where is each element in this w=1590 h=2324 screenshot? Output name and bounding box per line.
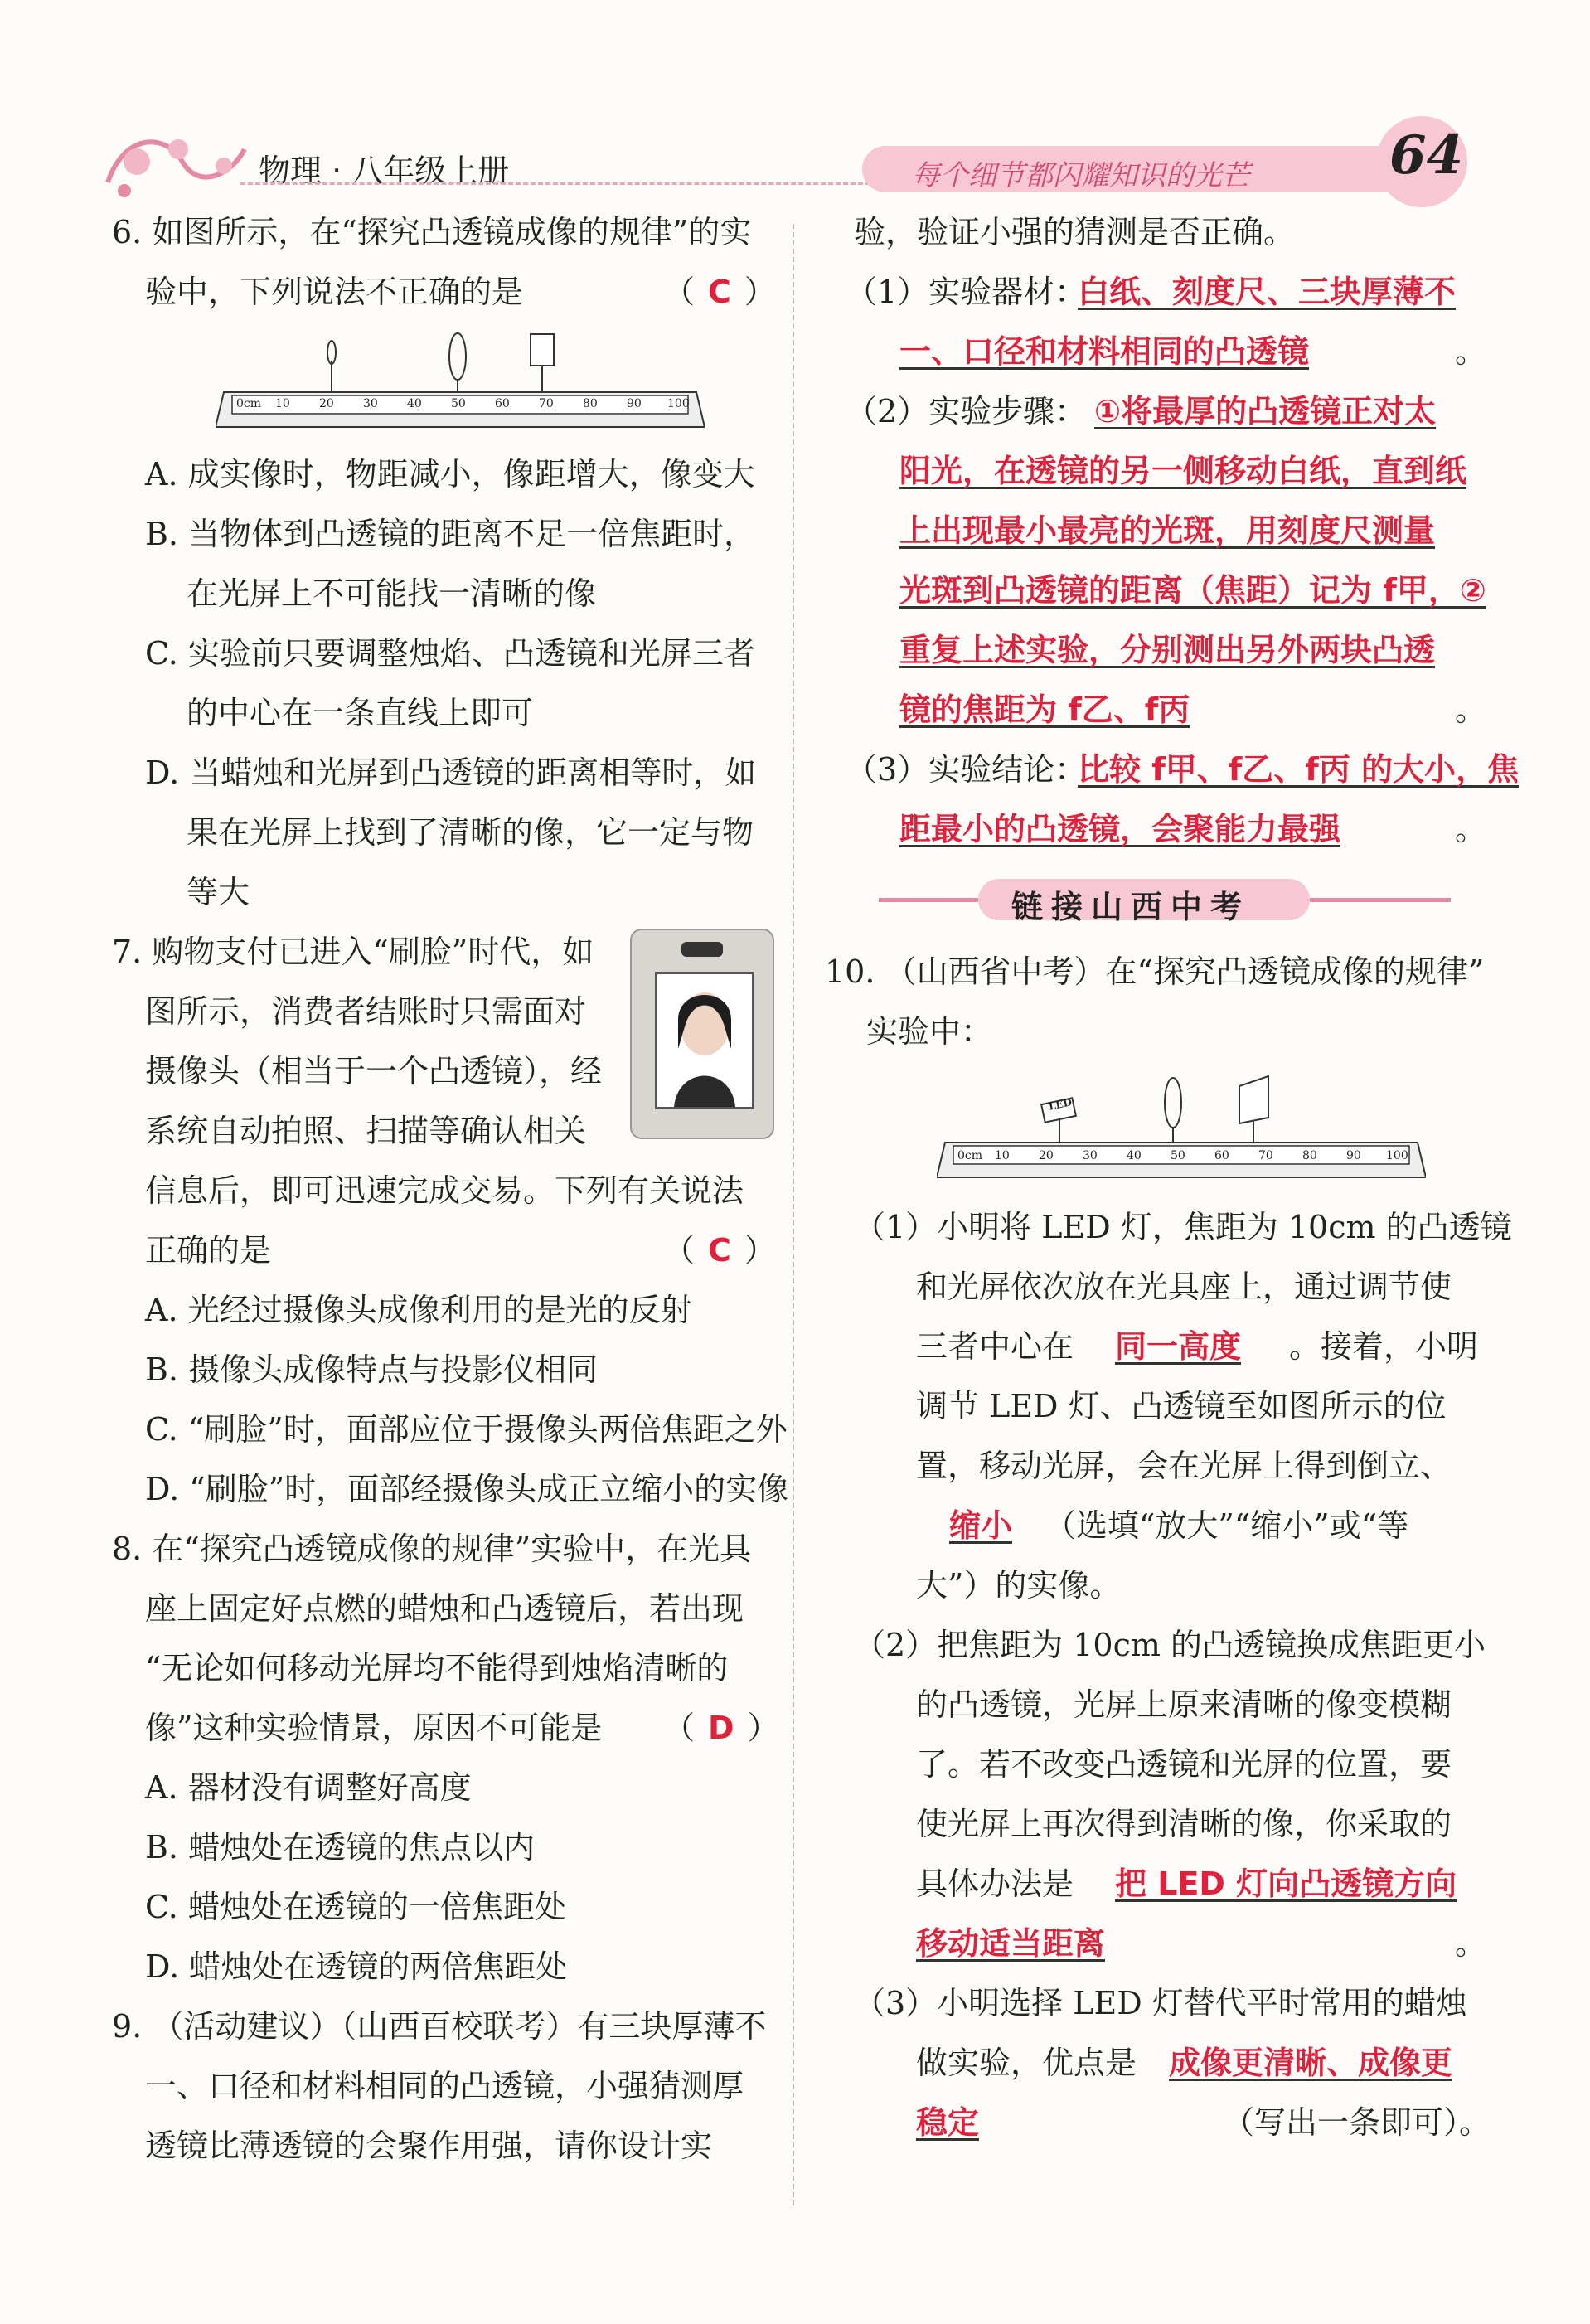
q8-option-b: B. 蜡烛处在透镜的焦点以内	[145, 1829, 536, 1866]
q10-ruler-zero-label: 0cm	[957, 1149, 983, 1162]
q8-answer: D	[708, 1710, 734, 1746]
q8-answer-bracket: （ D ）	[663, 1710, 779, 1746]
q6-option-d-cont1: 果在光屏上找到了清晰的像，它一定与物	[187, 814, 754, 851]
q8-line: 座上固定好点燃的蜡烛和凸透镜后，若出现	[145, 1590, 744, 1627]
q10-p2-line: 的凸透镜，光屏上原来清晰的像变模糊	[916, 1686, 1452, 1723]
q9-p1-answer-2: 一、口径和材料相同的凸透镜	[899, 333, 1310, 370]
q10-p1-line: （1）小明将 LED 灯，焦距为 10cm 的凸透镜	[854, 1209, 1512, 1245]
ruler-tick: 50	[1171, 1149, 1185, 1162]
ruler-tick: 70	[539, 397, 554, 410]
q10-p2-answer-2: 移动适当距离	[916, 1925, 1106, 1962]
q8-line: 像”这种实验情景，原因不可能是	[145, 1710, 603, 1746]
q8-option-a: A. 器材没有调整好高度	[145, 1769, 472, 1806]
q10-p1-line: 置，移动光屏，会在光屏上得到倒立、	[916, 1448, 1452, 1484]
q6-line2: 验中，下列说法不正确的是	[145, 274, 524, 310]
led-label: LED	[1047, 1096, 1074, 1113]
ruler-tick: 10	[995, 1149, 1010, 1162]
ruler-tick: 40	[407, 397, 422, 410]
floral-ornament-icon	[99, 116, 257, 207]
q6-option-c-cont: 的中心在一条直线上即可	[187, 695, 534, 731]
q9-p3-label: （3）实验结论：	[846, 751, 1087, 788]
q10-p1-line: 和光屏依次放在光具座上，通过调节使	[916, 1269, 1452, 1305]
q7-option-b: B. 摄像头成像特点与投影仪相同	[145, 1351, 599, 1388]
q10-p3-answer-2: 稳定	[916, 2104, 980, 2141]
q10-p1-post: 。接着，小明	[1289, 1328, 1479, 1365]
ruler-tick: 20	[1039, 1149, 1054, 1162]
column-divider	[793, 224, 794, 2205]
q10-p2-period: 。	[1455, 1925, 1487, 1962]
q9-p3-answer-1: 比较 f甲、f乙、f丙 的大小，焦	[1078, 751, 1520, 788]
q6-option-b: B. 当物体到凸透镜的距离不足一倍焦距时，	[145, 516, 756, 552]
screen-frame	[655, 972, 754, 1109]
q6-line1: 6. 如图所示，在“探究凸透镜成像的规律”的实	[112, 214, 752, 250]
q10-p1-line: 调节 LED 灯、凸透镜至如图所示的位	[916, 1388, 1447, 1424]
q9-p2-label: （2）实验步骤：	[846, 393, 1087, 429]
optical-bench-figure	[216, 327, 705, 444]
q7-answer: C	[708, 1232, 731, 1269]
ruler-tick: 90	[1346, 1149, 1361, 1162]
q6-option-a: A. 成实像时，物距减小，像距增大，像变大	[145, 456, 755, 492]
q10-p3-tail: （写出一条即可）。	[1223, 2104, 1491, 2141]
q9-p3-period: 。	[1455, 811, 1487, 847]
q10-p1-answer-2: 缩小	[949, 1507, 1013, 1544]
ruler-tick: 30	[1083, 1149, 1098, 1162]
q9-p1-period: 。	[1455, 333, 1487, 370]
face-scan-device-image	[630, 929, 774, 1139]
q7-line: 系统自动拍照、扫描等确认相关	[145, 1113, 587, 1149]
q9-p2-answer-3: 上出现最小最亮的光斑，用刻度尺测量	[899, 512, 1436, 549]
q7-line: 7. 购物支付已进入“刷脸”时代，如	[112, 934, 594, 970]
q6-answer: C	[708, 274, 731, 310]
q7-answer-bracket: （ C ）	[663, 1232, 776, 1269]
q9-p1-label: （1）实验器材：	[846, 274, 1087, 310]
ruler-tick: 60	[1214, 1149, 1229, 1162]
q7-line: 正确的是	[145, 1232, 272, 1269]
q7-line: 摄像头（相当于一个凸透镜），经	[145, 1053, 603, 1089]
q9-p2-answer-6: 镜的焦距为 f乙、f丙	[899, 691, 1190, 728]
q6-answer-bracket: （ C ）	[663, 274, 776, 310]
q10-p3-answer-1: 成像更清晰、成像更	[1169, 2045, 1453, 2081]
q9-p1-answer-1: 白纸、刻度尺、三块厚薄不	[1078, 274, 1457, 310]
ruler-tick: 80	[1302, 1149, 1317, 1162]
q9-p3-answer-2: 距最小的凸透镜，会聚能力最强	[899, 811, 1341, 847]
q10-line: 10. （山西省中考）在“探究凸透镜成像的规律”	[825, 953, 1485, 990]
face-portrait-icon	[657, 974, 752, 1107]
q9-p2-answer-1: ①将最厚的凸透镜正对太	[1094, 393, 1437, 429]
q10-p2-answer-1: 把 LED 灯向凸透镜方向	[1115, 1866, 1457, 1902]
slogan-text: 每个细节都闪耀知识的光芒	[912, 159, 1250, 192]
q7-line: 图所示，消费者结账时只需面对	[145, 993, 587, 1030]
q9-line: 9. （活动建议）（山西百校联考）有三块厚薄不	[112, 2008, 767, 2045]
q10-line: 实验中：	[866, 1013, 993, 1050]
ruler-tick: 40	[1127, 1149, 1142, 1162]
section-rule-left	[879, 898, 978, 902]
section-title: 链接山西中考	[1011, 889, 1251, 925]
ruler-tick: 100	[667, 397, 690, 410]
ruler-tick: 20	[319, 397, 334, 410]
ruler-tick: 50	[451, 397, 466, 410]
q10-p3-line: （3）小明选择 LED 灯替代平时常用的蜡烛	[854, 1985, 1467, 2021]
q6-option-b-cont: 在光屏上不可能找一清晰的像	[187, 575, 597, 612]
q10-p2-line: （2）把焦距为 10cm 的凸透镜换成焦距更小	[854, 1627, 1486, 1663]
q10-p1-pre: 三者中心在	[916, 1328, 1074, 1365]
q6-ruler-zero-label: 0cm	[236, 397, 262, 410]
ruler-tick: 10	[275, 397, 290, 410]
q7-option-c: C. “刷脸”时，面部应位于摄像头两倍焦距之外	[145, 1411, 788, 1448]
q10-p1-end: 大”）的实像。	[916, 1567, 1122, 1604]
q6-option-d-cont2: 等大	[187, 874, 250, 910]
q8-line: 8. 在“探究凸透镜成像的规律”实验中，在光具	[112, 1531, 752, 1567]
ruler-tick: 100	[1386, 1149, 1408, 1162]
q9-p2-answer-2: 阳光，在透镜的另一侧移动白纸，直到纸	[899, 453, 1467, 489]
q7-option-a: A. 光经过摄像头成像利用的是光的反射	[145, 1292, 692, 1328]
q6-option-d: D. 当蜡烛和光屏到凸透镜的距离相等时，如	[145, 754, 757, 791]
q8-line: “无论如何移动光屏均不能得到烛焰清晰的	[145, 1650, 729, 1686]
ruler-tick: 60	[495, 397, 510, 410]
q10-p2-line: 了。若不改变凸透镜和光屏的位置，要	[916, 1746, 1452, 1783]
q9-line: 一、口径和材料相同的凸透镜，小强猜测厚	[145, 2068, 744, 2104]
q9-p2-answer-4: 光斑到凸透镜的距离（焦距）记为 f甲，②	[899, 572, 1486, 609]
q6-option-c: C. 实验前只要调整烛焰、凸透镜和光屏三者	[145, 635, 755, 672]
q9-line: 透镜比薄透镜的会聚作用强，请你设计实	[145, 2128, 713, 2164]
camera-icon	[681, 942, 723, 957]
ruler-tick: 90	[627, 397, 642, 410]
q10-p3-pre: 做实验，优点是	[916, 2045, 1137, 2081]
ruler-tick: 30	[363, 397, 378, 410]
q10-p2-pre: 具体办法是	[916, 1866, 1074, 1902]
q8-option-c: C. 蜡烛处在透镜的一倍焦距处	[145, 1889, 566, 1925]
q7-line: 信息后，即可迅速完成交易。下列有关说法	[145, 1172, 744, 1209]
ruler-tick: 70	[1258, 1149, 1273, 1162]
q10-p1-tail: （选填“放大”“缩小”或“等	[1045, 1507, 1409, 1544]
q8-option-d: D. 蜡烛处在透镜的两倍焦距处	[145, 1948, 568, 1985]
book-title: 物理 · 八年级上册	[259, 153, 510, 189]
q10-p1-answer-1: 同一高度	[1115, 1328, 1242, 1365]
page-number: 64	[1389, 124, 1464, 187]
section-rule-right	[1310, 898, 1451, 902]
q10-p2-line: 使光屏上再次得到清晰的像，你采取的	[916, 1806, 1452, 1842]
ruler-tick: 80	[583, 397, 598, 410]
q9-p2-period: 。	[1455, 691, 1487, 728]
q7-option-d: D. “刷脸”时，面部经摄像头成正立缩小的实像	[145, 1471, 789, 1507]
led-optical-bench-figure	[937, 1070, 1426, 1194]
q9-cont: 验，验证小强的猜测是否正确。	[854, 214, 1296, 250]
q9-p2-answer-5: 重复上述实验，分别测出另外两块凸透	[899, 632, 1436, 668]
